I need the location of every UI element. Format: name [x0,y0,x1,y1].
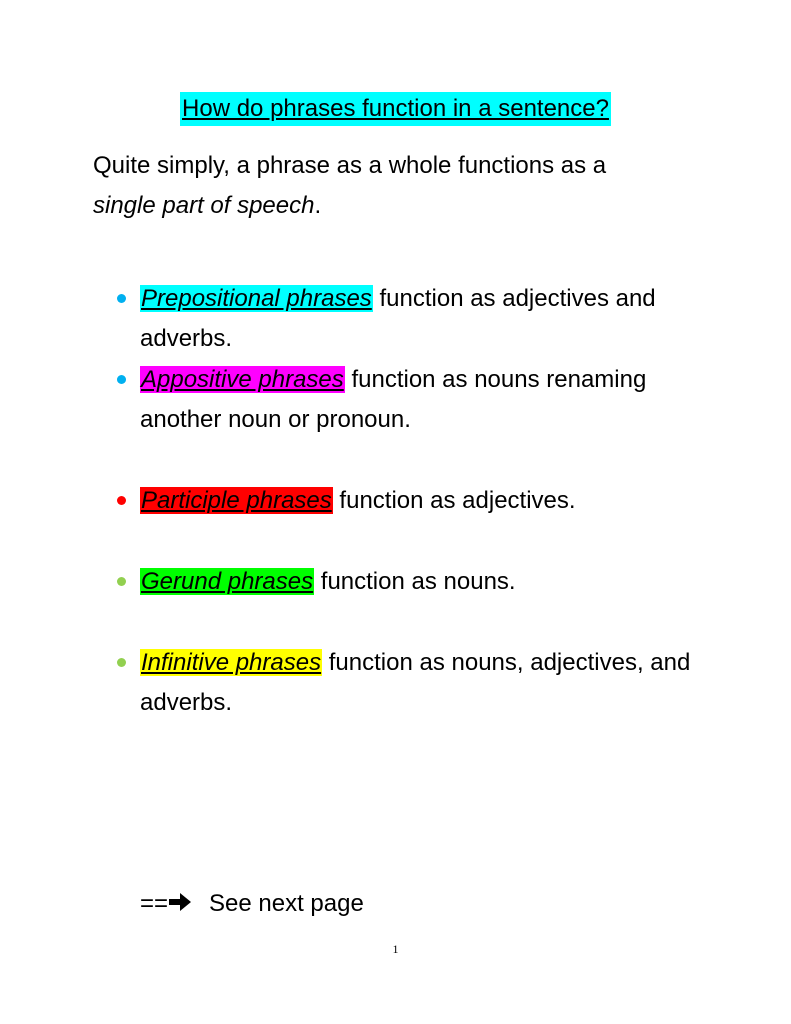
intro-text: Quite simply, a phrase as a whole functions as a [93,152,607,179]
intro-emphasis: single part of speech [93,192,315,219]
right-arrow-icon [169,885,191,925]
list-item-text [140,279,717,359]
bullet-icon [117,375,126,384]
intro-period: . [314,192,322,219]
see-next-page-text: See next page [209,890,364,917]
list-item-gerund [117,562,717,602]
term-description: function as nouns, adjectives, and adverbs. [140,649,691,716]
list-item-appositive [117,360,717,440]
term-description: function as nouns. [314,568,516,595]
bullet-icon [117,496,126,505]
list-item-text [140,643,717,723]
page-title: How do phrases function in a sentence? [180,92,611,126]
arrow-prefix: == [140,890,169,917]
list-item-text [140,360,717,440]
bullet-icon [117,577,126,586]
list-item-text [140,562,717,602]
term-highlight: Infinitive phrases [141,649,322,676]
term-highlight: Prepositional phrases [141,285,372,312]
term-description: function as nouns renaming another noun or pronoun. [140,366,647,433]
see-next-page-note [140,884,364,925]
list-item-prepositional [117,279,717,359]
term-highlight: Participle phrases [141,487,332,514]
page-number: 1 [392,942,399,956]
term-highlight: Gerund phrases [141,568,314,595]
intro-paragraph [93,146,713,226]
term-highlight: Appositive phrases [141,366,344,393]
bullet-icon [117,294,126,303]
bullet-icon [117,658,126,667]
title-row [0,92,791,126]
term-description: function as adjectives and adverbs. [140,285,656,352]
list-item-text [140,481,717,521]
list-item-participle [117,481,717,521]
term-description: function as adjectives. [332,487,576,514]
list-item-infinitive [117,643,717,723]
